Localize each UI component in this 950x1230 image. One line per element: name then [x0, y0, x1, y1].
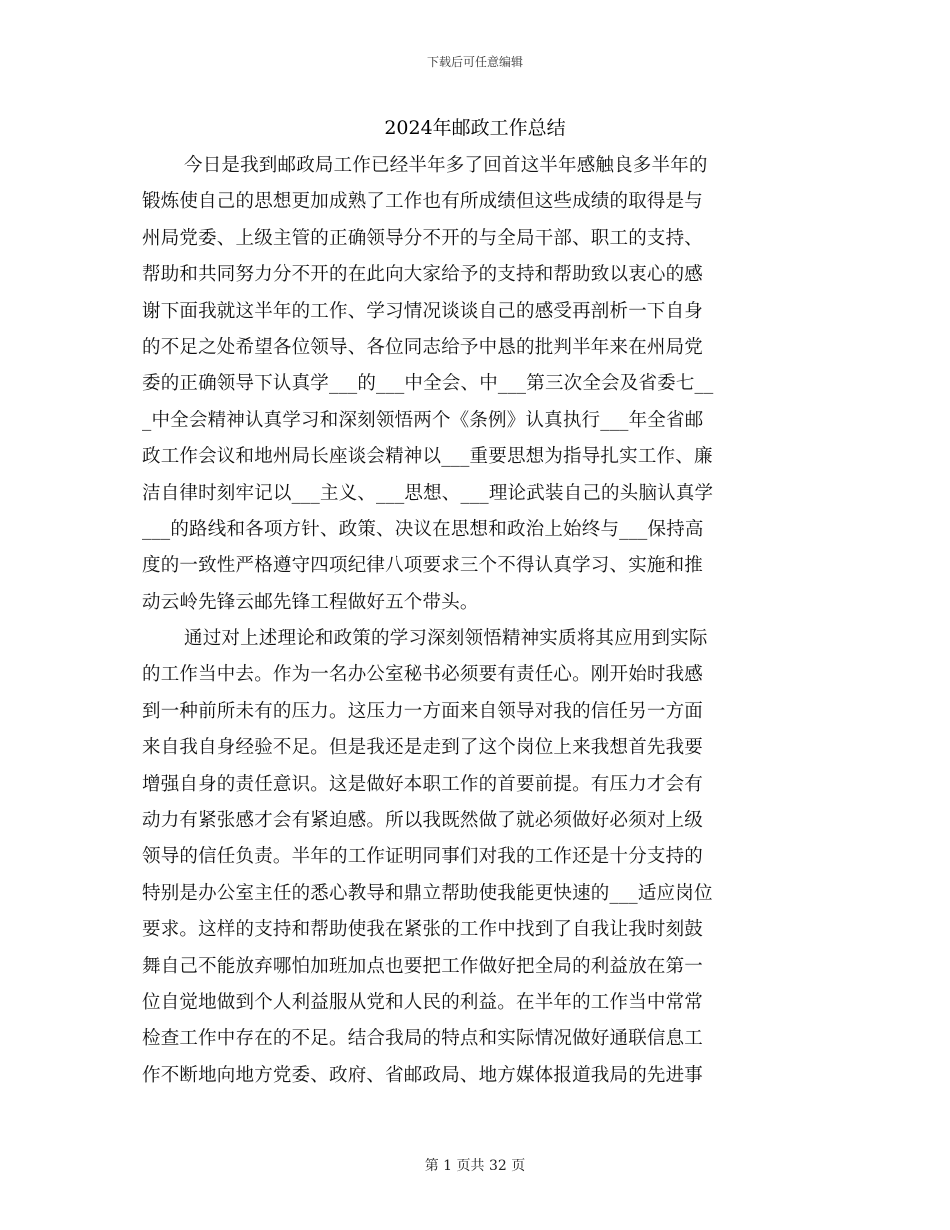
body-line: 州局党委、上级主管的正确领导分不开的与全局干部、职工的支持、: [142, 227, 704, 249]
body-line: 通过对上述理论和政策的学习深刻领悟精神实质将其应用到实际: [184, 628, 708, 650]
page-number: 第 1 页共 32 页: [424, 1158, 526, 1174]
body-line: 作不断地向地方党委、政府、省邮政局、地方媒体报道我局的先进事: [142, 1064, 704, 1086]
body-line: 舞自己不能放弃哪怕加班加点也要把工作做好把全局的利益放在第一: [142, 955, 704, 977]
body-line: ___的路线和各项方针、政策、决议在思想和政治上始终与___保持高: [142, 518, 704, 540]
page-header-note: 下载后可任意编辑: [426, 55, 523, 69]
body-line: 的工作当中去。作为一名办公室秘书必须要有责任心。刚开始时我感: [142, 664, 704, 686]
body-line: 动云岭先锋云邮先锋工程做好五个带头。: [142, 591, 479, 613]
body-line: 特别是办公室主任的悉心教导和鼎立帮助使我能更快速的___适应岗位: [142, 882, 713, 904]
body-line: 要求。这样的支持和帮助使我在紧张的工作中找到了自我让我时刻鼓: [142, 919, 704, 941]
body-line: 的不足之处希望各位领导、各位同志给予中恳的批判半年来在州局党: [142, 336, 704, 358]
body-line: _中全会精神认真学习和深刻领悟两个《条例》认真执行___年全省邮: [142, 409, 704, 431]
body-line: 帮助和共同努力分不开的在此向大家给予的支持和帮助致以衷心的感: [142, 264, 704, 286]
body-line: 到一种前所未有的压力。这压力一方面来自领导对我的信任另一方面: [142, 700, 704, 722]
body-line: 锻炼使自己的思想更加成熟了工作也有所成绩但这些成绩的取得是与: [142, 191, 704, 213]
body-line: 委的正确领导下认真学___的___中全会、中___第三次全会及省委七__: [142, 373, 714, 395]
body-line: 政工作会议和地州局长座谈会精神以___重要思想为指导扎实工作、廉: [142, 446, 713, 468]
body-line: 增强自身的责任意识。这是做好本职工作的首要前提。有压力才会有: [142, 773, 704, 795]
document-title: 2024年邮政工作总结: [384, 117, 566, 139]
body-line: 洁自律时刻牢记以___主义、___思想、___理论武装自己的头脑认真学: [142, 482, 714, 504]
body-line: 动力有紧张感才会有紧迫感。所以我既然做了就必须做好必须对上级: [142, 810, 704, 832]
document-body: [142, 148, 808, 1094]
body-line: 来自我自身经验不足。但是我还是走到了这个岗位上来我想首先我要: [142, 737, 704, 759]
body-line: 位自觉地做到个人利益服从党和人民的利益。在半年的工作当中常常: [142, 991, 704, 1013]
body-line: 领导的信任负责。半年的工作证明同事们对我的工作还是十分支持的: [142, 846, 704, 868]
body-line: 谢下面我就这半年的工作、学习情况谈谈自己的感受再剖析一下自身: [142, 300, 704, 322]
body-line: 度的一致性严格遵守四项纪律八项要求三个不得认真学习、实施和推: [142, 555, 704, 577]
body-line: 今日是我到邮政局工作已经半年多了回首这半年感触良多半年的: [184, 155, 708, 176]
body-line: 检查工作中存在的不足。结合我局的特点和实际情况做好通联信息工: [142, 1028, 704, 1050]
